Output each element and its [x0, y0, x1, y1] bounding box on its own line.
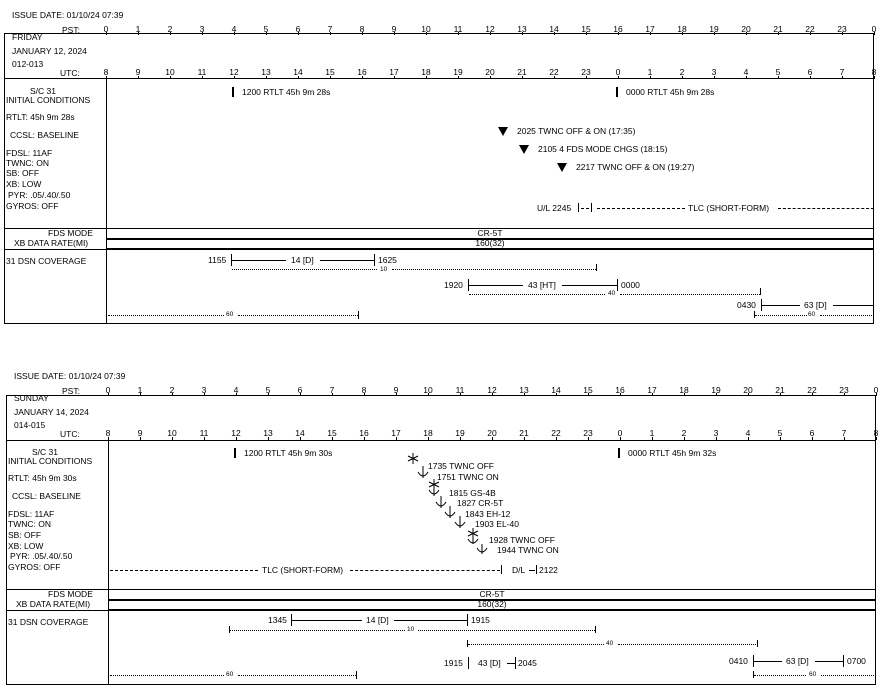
ccsl-label: CCSL: BASELINE — [10, 130, 79, 140]
hour-tick-label: 10 — [423, 385, 433, 395]
twnc-off-star-icon — [408, 453, 418, 464]
pass-3-sub: 60 — [808, 311, 816, 318]
hour-tick-label: 18 — [421, 67, 431, 77]
pass-4-track — [754, 675, 806, 676]
pass-1-tick — [596, 264, 597, 271]
hour-tick-label: 20 — [487, 428, 497, 438]
hour-tick-label: 6 — [295, 24, 301, 34]
hour-tick-label: 20 — [485, 67, 495, 77]
xb-rate-value: 160(32) — [475, 238, 505, 248]
tlc-label: TLC (SHORT-FORM) — [262, 565, 344, 575]
row-divider — [6, 610, 876, 611]
rtlt-initial: RTLT: 45h 9m 30s — [8, 473, 77, 483]
hour-tick-label: 9 — [391, 24, 397, 34]
twnc-label: TWNC: ON — [6, 158, 49, 168]
hour-tick-label: 10 — [165, 67, 175, 77]
event-twnc-on-2: 1944 TWNC ON — [497, 545, 559, 555]
fds-mode-value: CR-5T — [477, 228, 503, 238]
pass-2-track — [618, 644, 758, 645]
hour-tick-label: 8 — [871, 67, 877, 77]
event-fds-mode: 2105 4 FDS MODE CHGS (18:15) — [538, 144, 668, 154]
hour-tick-label: 3 — [199, 24, 205, 34]
hour-tick-label: 19 — [453, 67, 463, 77]
hour-tick-label: 17 — [389, 67, 399, 77]
day-label: SUNDAY — [14, 393, 49, 403]
tlc-dash-right — [350, 570, 500, 571]
pyr-label: PYR: .05/.40/.50 — [8, 190, 71, 200]
event-triangle-icon — [519, 145, 529, 154]
hour-tick-label: 10 — [167, 428, 177, 438]
issue-date: ISSUE DATE: 01/10/24 07:39 — [12, 10, 124, 20]
hour-tick-label: 0 — [617, 428, 623, 438]
hour-tick-label: 15 — [327, 428, 337, 438]
pst-label: PST: — [62, 25, 80, 35]
sb-label: SB: OFF — [6, 168, 40, 178]
down-arrow-icon — [455, 516, 465, 528]
fds-mode-label: FDS MODE — [48, 228, 93, 238]
hour-tick-mark — [874, 32, 875, 35]
pass-3-tick — [468, 657, 469, 669]
downlink-label: D/L — [512, 565, 526, 575]
hour-tick-label: 1 — [137, 385, 143, 395]
pass-4-line — [754, 661, 782, 662]
rtlt-event-1: 1200 RTLT 45h 9m 28s — [242, 87, 331, 97]
pass-2-tick — [760, 288, 761, 295]
row-divider — [4, 249, 874, 250]
event-eh-12: 1843 EH-12 — [465, 509, 511, 519]
hour-tick-label: 4 — [231, 24, 237, 34]
pass-1-start: 1155 — [208, 255, 227, 265]
date-label: JANUARY 12, 2024 — [12, 46, 87, 56]
hour-tick-label: 17 — [391, 428, 401, 438]
tlc-end-tick — [501, 565, 502, 574]
hour-tick-label: 17 — [647, 385, 657, 395]
uplink-dash — [581, 208, 589, 209]
hour-tick-label: 14 — [549, 24, 559, 34]
fds-mode-value: CR-5T — [479, 589, 505, 599]
hour-tick-label: 8 — [361, 385, 367, 395]
pass-3-start: 1915 — [444, 658, 463, 668]
pass-4-tick — [358, 311, 359, 319]
pass-2-start: 1920 — [444, 280, 463, 290]
hour-tick-label: 3 — [201, 385, 207, 395]
rtlt-marker — [232, 87, 234, 97]
hour-tick-label: 15 — [325, 67, 335, 77]
hour-tick-label: 7 — [839, 67, 845, 77]
sb-label: SB: OFF — [8, 530, 42, 540]
pass-1-tick — [374, 254, 375, 266]
hour-tick-label: 9 — [135, 67, 141, 77]
pass-1-track — [418, 630, 595, 631]
gyros-label: GYROS: OFF — [8, 562, 61, 572]
pst-label: PST: — [62, 386, 80, 396]
hour-tick-label: 16 — [613, 24, 623, 34]
pass-2-tick — [757, 640, 758, 647]
uplink-tick — [591, 203, 592, 212]
utc-axis-line — [6, 440, 876, 441]
pass-1-start: 1345 — [268, 615, 287, 625]
day-label: FRIDAY — [12, 32, 43, 42]
pass-3-track — [755, 315, 807, 316]
pass-4-track — [821, 675, 876, 676]
event-gs-4b: 1815 GS-4B — [449, 488, 496, 498]
pass-2-end: 0000 — [621, 280, 640, 290]
hour-tick-label: 0 — [615, 67, 621, 77]
event-cr-5t: 1827 CR-5T — [457, 498, 504, 508]
hour-tick-label: 21 — [519, 428, 529, 438]
hour-tick-label: 23 — [837, 24, 847, 34]
hour-tick-label: 4 — [743, 67, 749, 77]
hour-tick-label: 12 — [485, 24, 495, 34]
pass-3-tick — [515, 657, 516, 669]
issue-date: ISSUE DATE: 01/10/24 07:39 — [14, 371, 126, 381]
hour-tick-label: 8 — [359, 24, 365, 34]
hour-tick-label: 18 — [423, 428, 433, 438]
initial-conditions: INITIAL CONDITIONS — [8, 456, 93, 466]
pass-2-tick — [617, 279, 618, 291]
pass-2-sub: 40 — [606, 640, 614, 647]
pass-3-id: 43 [D] — [478, 658, 501, 668]
xb-label: XB: LOW — [8, 541, 44, 551]
hour-tick-label: 19 — [711, 385, 721, 395]
pass-4-track — [108, 315, 224, 316]
hour-tick-label: 2 — [681, 428, 687, 438]
pass-1-tick — [595, 626, 596, 633]
hour-tick-label: 6 — [297, 385, 303, 395]
hour-tick-label: 23 — [839, 385, 849, 395]
hour-tick-label: 17 — [645, 24, 655, 34]
utc-axis-line — [4, 78, 874, 79]
hour-tick-label: 11 — [453, 24, 463, 34]
twnc-off-star-icon — [468, 528, 478, 539]
hour-tick-label: 0 — [103, 24, 109, 34]
fdsl-label: FDSL: 11AF — [6, 148, 53, 158]
pass-2-id: 43 [HT] — [528, 280, 556, 290]
pass-1-sub: 10 — [407, 626, 415, 633]
label-column-divider — [106, 78, 107, 324]
ccsl-label: CCSL: BASELINE — [12, 491, 81, 501]
hour-tick-label: 18 — [677, 24, 687, 34]
xb-rate-label: XB DATA RATE(MI) — [16, 599, 91, 609]
hour-tick-label: 13 — [263, 428, 273, 438]
pass-2-track — [620, 294, 760, 295]
hour-tick-label: 2 — [167, 24, 173, 34]
hour-tick-label: 13 — [261, 67, 271, 77]
hour-tick-label: 8 — [103, 67, 109, 77]
hour-tick-label: 7 — [327, 24, 333, 34]
pass-1-id: 14 [D] — [366, 615, 389, 625]
hour-tick-label: 3 — [713, 428, 719, 438]
event-twnc-1: 2025 TWNC OFF & ON (17:35) — [517, 126, 636, 136]
hour-tick-label: 2 — [679, 67, 685, 77]
down-arrow-icon — [418, 466, 428, 478]
pass-5-track — [238, 675, 356, 676]
hour-tick-label: 19 — [455, 428, 465, 438]
pass-1-tick — [467, 614, 468, 626]
hour-tick-label: 1 — [135, 24, 141, 34]
rtlt-initial: RTLT: 45h 9m 28s — [6, 112, 75, 122]
pass-2-track — [468, 644, 604, 645]
hour-tick-label: 3 — [711, 67, 717, 77]
pass-3-end: 2045 — [518, 658, 537, 668]
rtlt-marker — [616, 87, 618, 97]
pass-5-tick — [356, 671, 357, 679]
hour-tick-label: 20 — [743, 385, 753, 395]
pass-1-id: 14 [D] — [291, 255, 314, 265]
pyr-label: PYR: .05/.40/.50 — [10, 551, 73, 561]
pass-1-line — [232, 260, 286, 261]
hour-tick-label: 16 — [359, 428, 369, 438]
hour-tick-label: 19 — [709, 24, 719, 34]
date-label: JANUARY 14, 2024 — [14, 407, 89, 417]
hour-tick-label: 11 — [455, 385, 465, 395]
pass-1-end: 1915 — [471, 615, 490, 625]
gyros-label: GYROS: OFF — [6, 201, 59, 211]
hour-tick-label: 0 — [873, 385, 879, 395]
utc-label: UTC: — [60, 68, 80, 78]
hour-tick-label: 0 — [105, 385, 111, 395]
hour-tick-label: 15 — [583, 385, 593, 395]
uplink-label: U/L 2245 — [537, 203, 572, 213]
hour-tick-label: 1 — [649, 428, 655, 438]
hour-tick-label: 21 — [517, 67, 527, 77]
rtlt-marker — [618, 448, 620, 458]
hour-tick-label: 13 — [519, 385, 529, 395]
tlc-dash-left — [597, 208, 685, 209]
event-twnc-off-2: 1928 TWNC OFF — [489, 535, 555, 545]
rtlt-event-1: 1200 RTLT 45h 9m 30s — [244, 448, 333, 458]
pass-1-track — [232, 269, 377, 270]
hour-tick-label: 22 — [551, 428, 561, 438]
pass-5-sub: 60 — [226, 671, 234, 678]
hour-tick-label: 20 — [741, 24, 751, 34]
pass-4-start: 0410 — [729, 656, 748, 666]
pass-4-sub: 60 — [226, 311, 234, 318]
hour-tick-label: 10 — [421, 24, 431, 34]
tlc-dash-right — [778, 208, 874, 209]
hour-tick-label: 12 — [231, 428, 241, 438]
hour-tick-label: 7 — [329, 385, 335, 395]
dsn-coverage-label: 31 DSN COVERAGE — [6, 256, 87, 266]
hour-tick-label: 12 — [487, 385, 497, 395]
hour-tick-label: 2 — [169, 385, 175, 395]
hour-tick-label: 21 — [775, 385, 785, 395]
down-arrow-icon — [445, 506, 455, 518]
xb-label: XB: LOW — [6, 179, 42, 189]
event-el-40: 1903 EL-40 — [475, 519, 519, 529]
xb-rate-label: XB DATA RATE(MI) — [14, 238, 89, 248]
event-twnc-2: 2217 TWNC OFF & ON (19:27) — [576, 162, 695, 172]
pass-2-line — [562, 285, 617, 286]
fdsl-label: FDSL: 11AF — [8, 509, 55, 519]
pass-1-line — [320, 260, 374, 261]
hour-tick-label: 4 — [233, 385, 239, 395]
hour-tick-label: 9 — [137, 428, 143, 438]
pass-1-track — [230, 630, 405, 631]
utc-label: UTC: — [60, 429, 80, 439]
hour-tick-label: 9 — [393, 385, 399, 395]
hour-tick-label: 5 — [777, 428, 783, 438]
dsn-coverage-label: 31 DSN COVERAGE — [8, 617, 89, 627]
hour-tick-label: 23 — [583, 428, 593, 438]
down-arrow-icon — [429, 490, 439, 496]
event-twnc-off-1: 1735 TWNC OFF — [428, 461, 494, 471]
pass-4-id: 63 [D] — [786, 656, 809, 666]
pass-4-sub: 60 — [809, 671, 817, 678]
fds-mode-label: FDS MODE — [48, 589, 93, 599]
pass-4-end: 0700 — [847, 656, 866, 666]
doy-label: 012-013 — [12, 59, 44, 69]
down-arrow-icon — [468, 539, 478, 544]
pass-3-line — [833, 305, 874, 306]
pass-1-sub: 10 — [380, 266, 388, 273]
tlc-label: TLC (SHORT-FORM) — [688, 203, 770, 213]
hour-tick-label: 5 — [263, 24, 269, 34]
event-triangle-icon — [557, 163, 567, 172]
hour-tick-label: 1 — [647, 67, 653, 77]
hour-tick-label: 22 — [549, 67, 559, 77]
pass-5-track — [110, 675, 224, 676]
pass-4-tick — [843, 655, 844, 667]
hour-tick-label: 4 — [745, 428, 751, 438]
pass-2-line — [469, 285, 523, 286]
downlink-time: 2122 — [539, 565, 558, 575]
hour-tick-label: 16 — [357, 67, 367, 77]
hour-tick-label: 5 — [775, 67, 781, 77]
hour-tick-label: 22 — [805, 24, 815, 34]
sc-label: S/C 31 — [32, 447, 58, 457]
hour-tick-label: 8 — [873, 428, 879, 438]
event-triangle-icon — [498, 127, 508, 136]
hour-tick-label: 7 — [841, 428, 847, 438]
hour-tick-label: 15 — [581, 24, 591, 34]
hour-tick-label: 0 — [871, 24, 877, 34]
rtlt-event-2: 0000 RTLT 45h 9m 28s — [626, 87, 715, 97]
twnc-label: TWNC: ON — [8, 519, 51, 529]
hour-tick-label: 14 — [295, 428, 305, 438]
uplink-tick — [578, 203, 579, 212]
sc-label: S/C 31 — [30, 86, 56, 96]
pass-1-line — [292, 620, 362, 621]
hour-tick-mark — [876, 393, 877, 396]
downlink-dash — [529, 570, 535, 571]
hour-tick-label: 14 — [551, 385, 561, 395]
initial-conditions: INITIAL CONDITIONS — [6, 95, 91, 105]
pass-3-line — [507, 663, 515, 664]
hour-tick-label: 6 — [809, 428, 815, 438]
hour-tick-label: 23 — [581, 67, 591, 77]
pass-3-line — [762, 305, 800, 306]
event-twnc-on-1: 1751 TWNC ON — [437, 472, 499, 482]
hour-tick-label: 22 — [807, 385, 817, 395]
rtlt-marker — [234, 448, 236, 458]
hour-tick-mark — [874, 76, 875, 79]
hour-tick-label: 5 — [265, 385, 271, 395]
hour-tick-label: 18 — [679, 385, 689, 395]
hour-tick-label: 11 — [199, 428, 209, 438]
down-arrow-icon — [436, 496, 446, 508]
hour-tick-label: 14 — [293, 67, 303, 77]
hour-tick-label: 11 — [197, 67, 207, 77]
xb-rate-value: 160(32) — [477, 599, 507, 609]
pass-4-track — [238, 315, 358, 316]
pass-1-end: 1625 — [378, 255, 397, 265]
pass-2-sub: 40 — [608, 290, 616, 297]
rtlt-event-2: 0000 RTLT 45h 9m 32s — [628, 448, 717, 458]
pass-2-track — [469, 294, 605, 295]
down-arrow-icon — [477, 544, 487, 554]
hour-tick-label: 13 — [517, 24, 527, 34]
hour-tick-label: 21 — [773, 24, 783, 34]
downlink-tick — [536, 565, 537, 574]
tlc-dash-left — [110, 570, 258, 571]
pass-3-start: 0430 — [737, 300, 756, 310]
pass-4-line — [815, 661, 843, 662]
hour-tick-label: 8 — [105, 428, 111, 438]
hour-tick-label: 16 — [615, 385, 625, 395]
hour-tick-mark — [876, 437, 877, 440]
doy-label: 014-015 — [14, 420, 46, 430]
pass-3-id: 63 [D] — [804, 300, 827, 310]
label-column-divider — [108, 440, 109, 685]
pass-1-line — [394, 620, 467, 621]
pass-3-track — [820, 315, 874, 316]
hour-tick-label: 12 — [229, 67, 239, 77]
pass-1-track — [392, 269, 596, 270]
hour-tick-label: 6 — [807, 67, 813, 77]
